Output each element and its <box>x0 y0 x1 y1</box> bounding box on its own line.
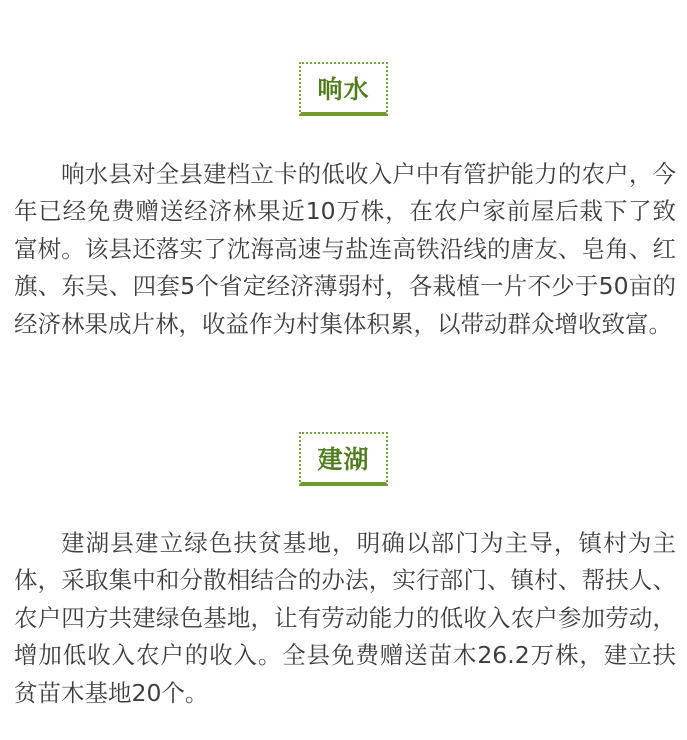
title-box <box>299 432 387 486</box>
section-title-jianhu <box>0 432 687 486</box>
section-paragraph-jianhu: 建湖县建立绿色扶贫基地，明确以部门为主导，镇村为主体，采取集中和分散相结合的办法，实行部门、镇村、帮扶人、农户四方共建绿色基地，让有劳动能力的低收入农户参加劳动，增加低收入农户的收入。全县免费赠送苗木26.2万株，建立扶贫苗木基地20个。 <box>14 529 676 707</box>
section-title-xiangshui <box>0 62 687 116</box>
section-paragraph-xiangshui: 响水县对全县建档立卡的低收入户中有管护能力的农户，今年已经免费赠送经济林果近10万株，在农户家前屋后栽下了致富树。该县还落实了沈海高速与盐连高铁沿线的唐友、皂角、红旗、东吴、四套5个省定经济薄弱村，各栽植一片不少于50亩的经济林果成片林，收益作为村集体积累，以带动群众增收致富。 <box>14 160 676 338</box>
title-box <box>299 62 387 116</box>
section-heading: 建湖 <box>317 445 370 474</box>
section-heading: 响水 <box>317 75 370 104</box>
